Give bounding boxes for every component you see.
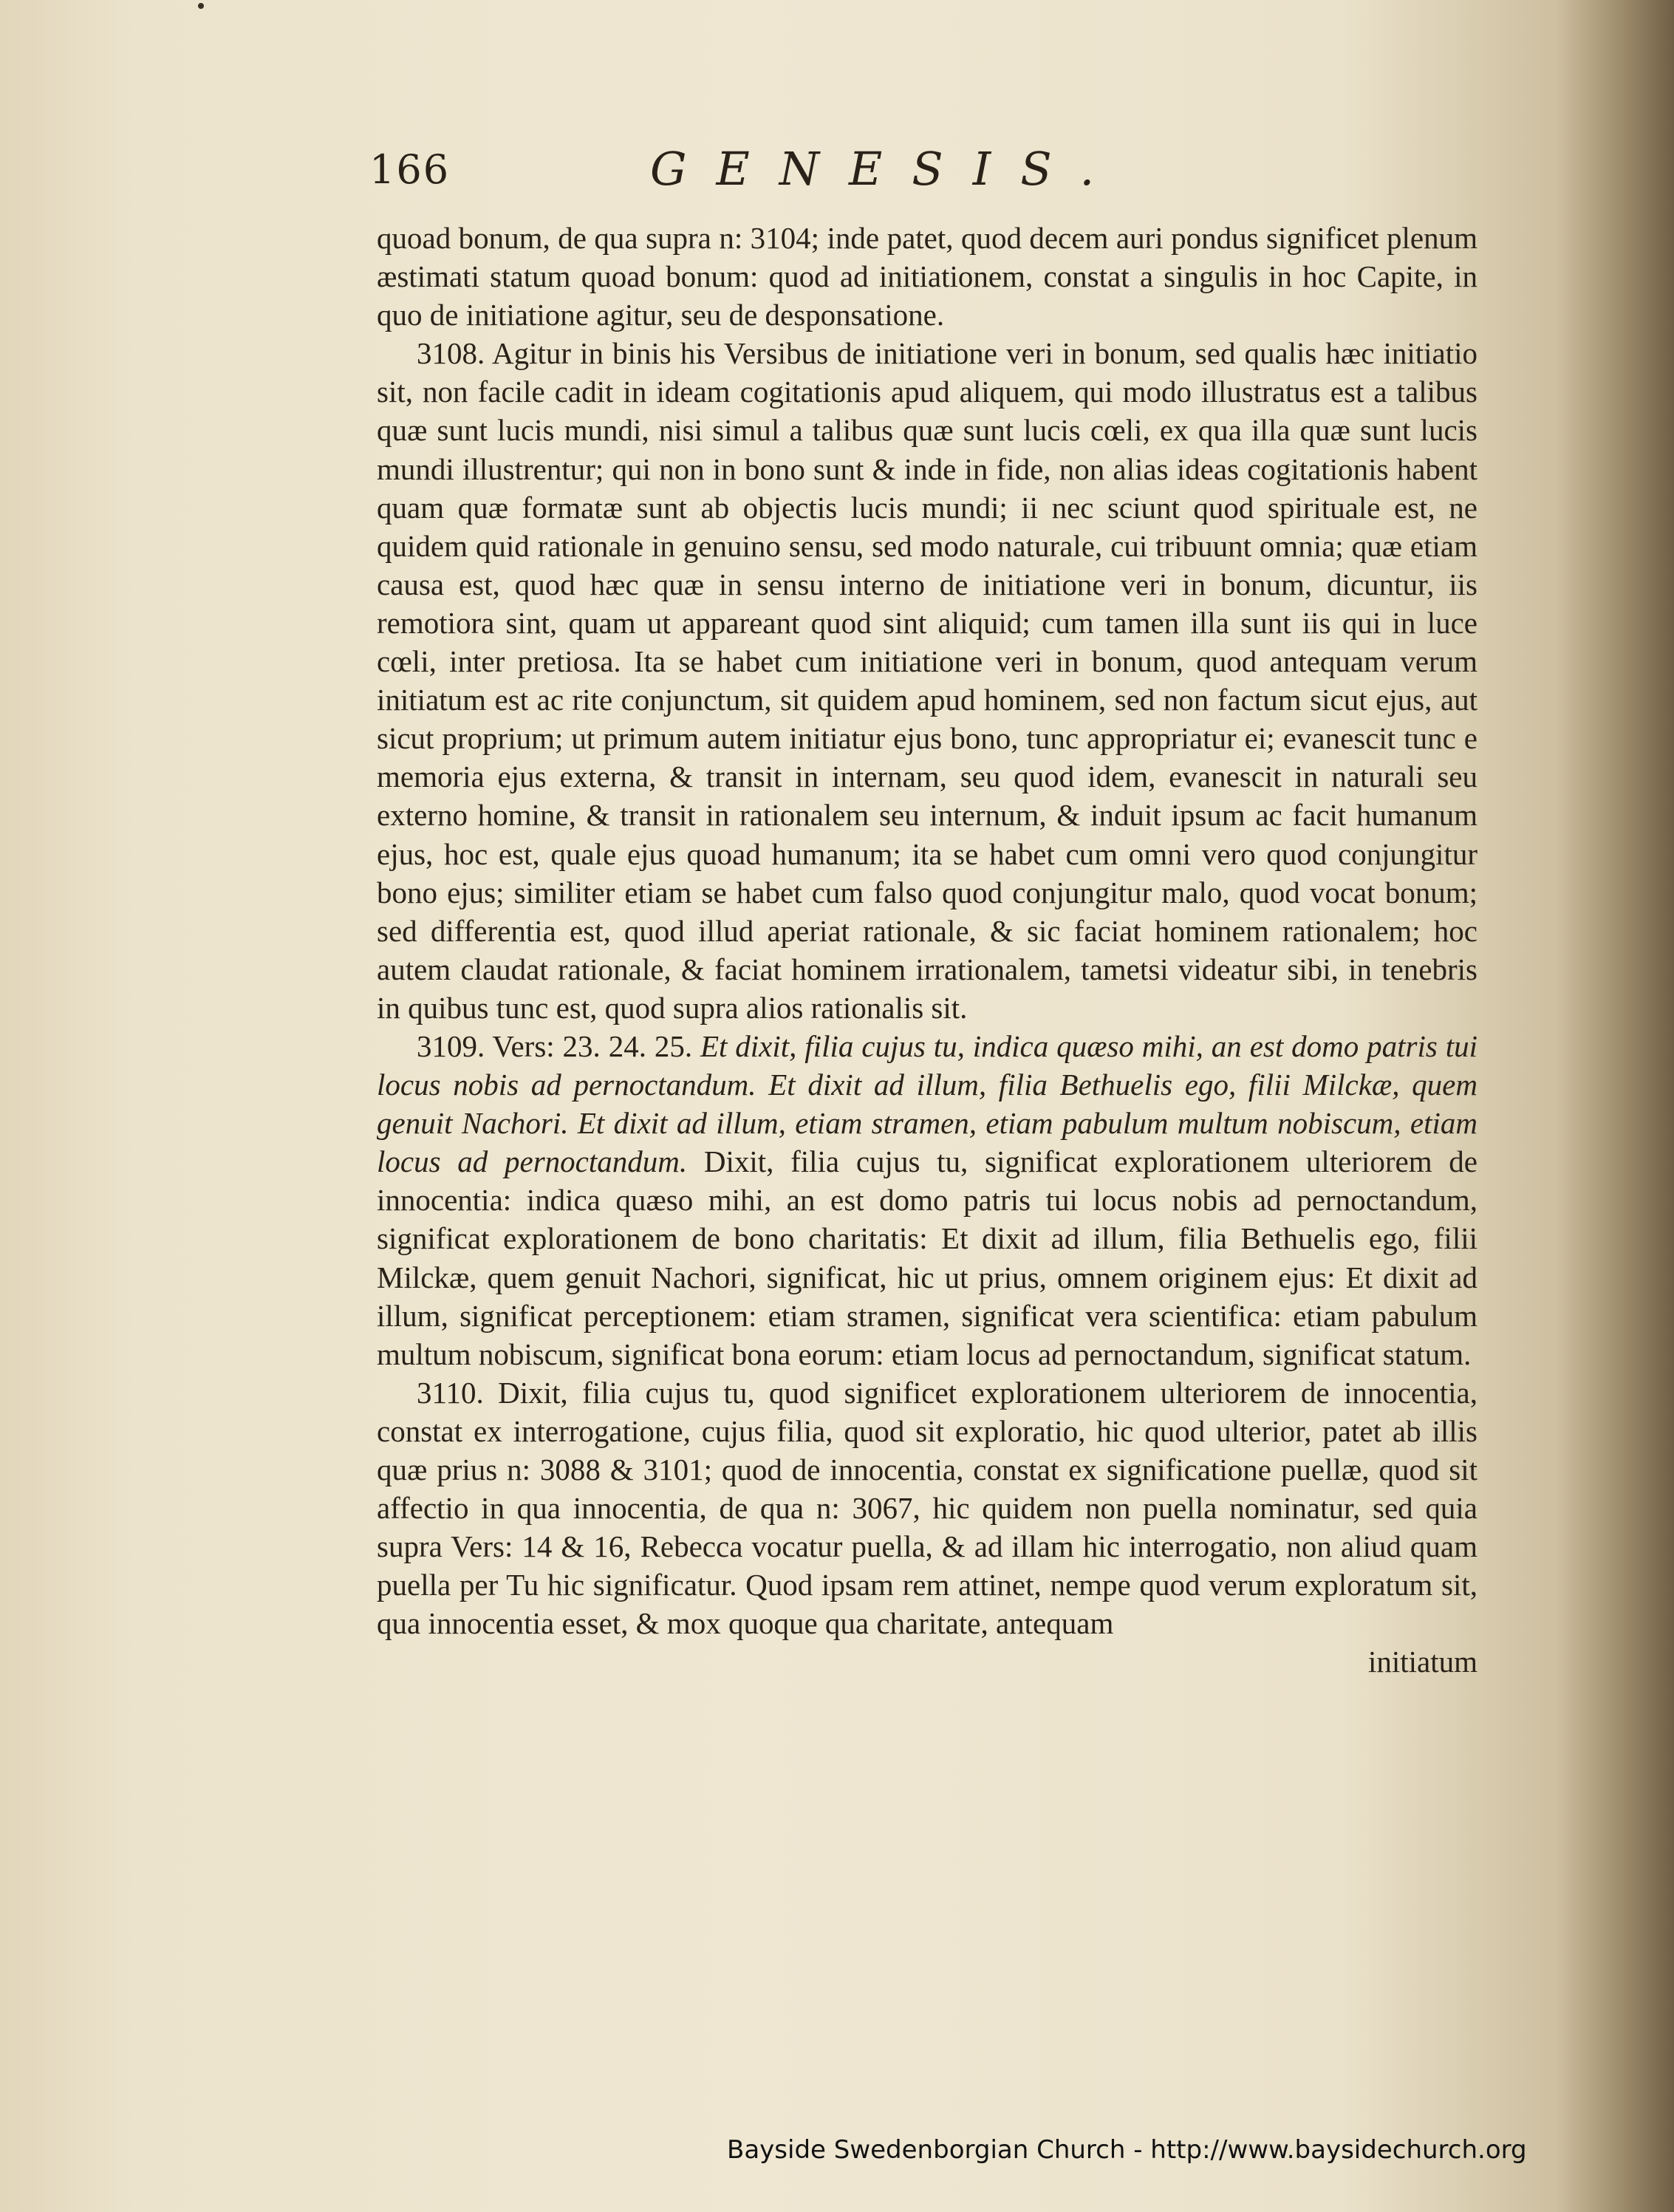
running-title: GENESIS. [650, 142, 1124, 196]
page-number: 166 [369, 146, 451, 193]
paragraph-continued: quoad bonum, de qua supra n: 3104; inde patet, quod decem auri pondus significet plenum æstimati statum quoad bonum: quod ad initiationem, constat a singulis in hoc Capite, in quo de initiatione agitur, seu de desponsatione. [377, 221, 1477, 332]
body-text [377, 219, 1477, 1682]
catchword: initiatum [1367, 1645, 1477, 1679]
verse-quotation: Et dixit, filia cujus tu, indica quæso mihi, an est domo patris tui locus nobis ad pernoctandum. Et dixit ad illum, filia Bethuelis ego, filii Milckæ, quem genuit Nachori. Et dixit ad illum, etiam stramen, etiam pabulum multum nobiscum, etiam locus ad pernoctandum. [377, 1028, 1477, 1179]
ink-speck [198, 3, 204, 9]
paragraph-3109-explanation: Dixit, filia cujus tu, significat explorationem ulteriorem de innocentia: indica quæso mihi, an est domo patris tui locus nobis ad pernoctandum, significat explorationem de bono charitatis: Et dixit ad illum, filia Bethuelis ego, filii Milckæ, quem genuit Nachori, significat, hic ut prius, omnem originem ejus: Et dixit ad illum, significat perceptionem: etiam stramen, significat vera scientifica: etiam pabulum multum nobiscum, significat bona eorum: etiam locus ad pernoctandum, significat statum. [377, 1144, 1478, 1371]
page-header [369, 142, 1477, 199]
paragraph-3110: 3110. Dixit, filia cujus tu, quod significet explorationem ulteriorem de innocentia, constat ex interrogatione, cujus filia, quod sit exploratio, hic quod ulterior, patet ab illis quæ prius n: 3088 & 3101; quod de innocentia, constat ex significatione puellæ, quod sit affectio in qua innocentia, de qua n: 3067, hic quidem non puella nominatur, sed quia supra Vers: 14 & 16, Rebecca vocatur puella, & ad illam hic interrogatio, non aliud quam puella per Tu hic significatur. Quod ipsam rem attinet, nempe quod verum exploratum sit, qua innocentia esset, & mox quoque qua charitate, antequam [377, 1375, 1477, 1641]
paragraph-3108: 3108. Agitur in binis his Versibus de initiatione veri in bonum, sed qualis hæc initiatio sit, non facile cadit in ideam cogitationis apud aliquem, qui modo illustratus est a talibus quæ sunt lucis mundi, nisi simul a talibus quæ sunt lucis cœli, ex qua illa quæ sunt lucis mundi illustrentur; qui non in bono sunt & inde in fide, non alias ideas cogitationis habent quam quæ formatæ sunt ab objectis lucis mundi; ii nec sciunt quod spirituale est, ne quidem quid rationale in genuino sensu, sed modo naturale, cui tribuunt omnia; quæ etiam causa est, quod hæc quæ in sensu interno de initiatione veri in bonum, dicuntur, iis remotiora sint, quam ut appareant quod sint aliquid; cum tamen illa sunt iis qui in luce cœli, inter pretiosa. Ita se habet cum initiatione veri in bonum, quod antequam verum initiatum est ac rite conjunctum, sit quidem apud hominem, sed non factum sicut ejus, aut sicut proprium; ut primum autem initiatur ejus bono, tunc appropriatur ei; evanescit tunc e memoria ejus externa, & transit in internam, seu quod idem, evanescit in naturali seu externo homine, & transit in rationalem seu internum, & induit ipsum ac facit humanum ejus, hoc est, quale ejus quoad humanum; ita se habet cum omni vero quod conjungitur bono ejus; similiter etiam se habet cum falso quod conjungitur malo, quod vocat bonum; sed differentia est, quod illud aperiat rationale, & sic faciat hominem rationalem; hoc autem claudat rationale, & faciat hominem irrationalem, tametsi videatur sibi, in tenebris in quibus tunc est, quod supra alios rationalis sit. [377, 336, 1477, 1025]
paragraph-3109 [377, 1027, 1477, 1373]
watermark-footer: Bayside Swedenborgian Church - http://www.baysidechurch.org [727, 2135, 1527, 2165]
paragraph-3109-lead: 3109. Vers: 23. 24. 25. [417, 1028, 693, 1063]
